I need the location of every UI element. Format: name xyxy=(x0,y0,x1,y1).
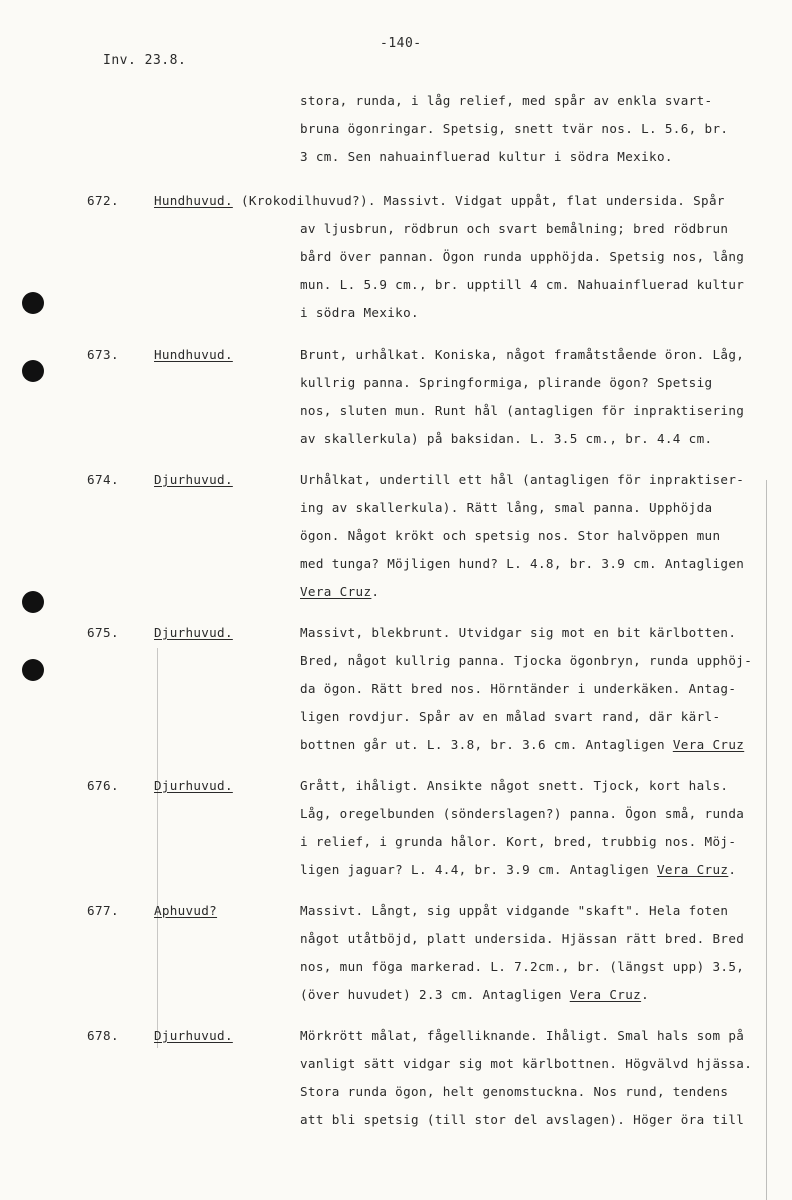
entry-line: bottnen går ut. L. 3.8, br. 3.6 cm. Antagligen xyxy=(300,737,665,752)
punch-hole xyxy=(22,292,44,314)
entry-line: att bli spetsig (till stor del avslagen). Höger öra till xyxy=(300,1112,745,1127)
entry-number: 676. xyxy=(87,778,119,793)
margin-rule xyxy=(766,480,767,1200)
entry-heading: Aphuvud? xyxy=(154,903,218,918)
intro-line: 3 cm. Sen nahuainfluerad kultur i södra Mexiko. xyxy=(300,149,673,164)
entry-line-tail xyxy=(300,737,744,753)
entry-line: i relief, i grunda hålor. Kort, bred, trubbig nos. Möj- xyxy=(300,834,737,849)
entry-line: Urhålkat, undertill ett hål (antagligen för inpraktiser- xyxy=(300,472,745,487)
punctuation: . xyxy=(641,987,650,1002)
entry-line: Brunt, urhålkat. Koniska, något framåtstående öron. Låg, xyxy=(300,347,745,362)
entry-line: med tunga? Möjligen hund? L. 4.8, br. 3.9 cm. Antagligen xyxy=(300,556,745,571)
intro-line: bruna ögonringar. Spetsig, snett tvär nos. L. 5.6, br. xyxy=(300,121,729,136)
entry-heading: Djurhuvud. xyxy=(154,1028,233,1043)
punch-hole xyxy=(22,659,44,681)
entry-line: av ljusbrun, rödbrun och svart bemålning; bred rödbrun xyxy=(300,221,729,236)
entry-line: Bred, något kullrig panna. Tjocka ögonbryn, runda upphöj- xyxy=(300,653,753,668)
entry-line: av skallerkula) på baksidan. L. 3.5 cm., br. 4.4 cm. xyxy=(300,431,713,446)
entry-line: ligen jaguar? L. 4.4, br. 3.9 cm. Antagligen xyxy=(300,862,650,877)
entry-number: 678. xyxy=(87,1028,119,1043)
place-name: Vera Cruz xyxy=(672,737,745,752)
entry-line: vanligt sätt vidgar sig mot kärlbottnen. Högvälvd hjässa. xyxy=(300,1056,753,1071)
entry-line: ligen rovdjur. Spår av en målad svart rand, där kärl- xyxy=(300,709,721,724)
entry-line: ing av skallerkula). Rätt lång, smal panna. Upphöjda xyxy=(300,500,713,515)
entry-line: mun. L. 5.9 cm., br. upptill 4 cm. Nahuainfluerad kultur xyxy=(300,277,745,292)
place-name: Vera Cruz xyxy=(300,584,372,599)
entry-heading: Hundhuvud. xyxy=(154,193,233,208)
entry-line: (Krokodilhuvud?). Massivt. Vidgat uppåt, flat undersida. Spår xyxy=(241,193,725,208)
entry-line: Mörkrött målat, fågelliknande. Ihåligt. Smal hals som på xyxy=(300,1028,745,1043)
entry-heading: Djurhuvud. xyxy=(154,625,233,640)
page-number: -140- xyxy=(380,36,422,51)
inventory-reference: Inv. 23.8. xyxy=(103,53,187,68)
entry-line-tail xyxy=(300,862,736,878)
entry-number: 672. xyxy=(87,193,119,208)
place-name: Vera Cruz xyxy=(656,862,729,877)
entry-line: Låg, oregelbunden (sönderslagen?) panna. Ögon små, runda xyxy=(300,806,745,821)
entry-line: i södra Mexiko. xyxy=(300,305,419,320)
entry-line: (över huvudet) 2.3 cm. Antagligen xyxy=(300,987,562,1002)
punch-hole xyxy=(22,360,44,382)
entry-line: da ögon. Rätt bred nos. Hörntänder i underkäken. Antag- xyxy=(300,681,737,696)
entry-number: 677. xyxy=(87,903,119,918)
intro-line: stora, runda, i låg relief, med spår av enkla svart- xyxy=(300,93,713,108)
entry-heading: Djurhuvud. xyxy=(154,778,233,793)
entry-line: Massivt, blekbrunt. Utvidgar sig mot en bit kärlbotten. xyxy=(300,625,737,640)
entry-line: nos, sluten mun. Runt hål (antagligen för inpraktisering xyxy=(300,403,745,418)
entry-number: 675. xyxy=(87,625,119,640)
entry-line: något utåtböjd, platt undersida. Hjässan rätt bred. Bred xyxy=(300,931,745,946)
punch-hole xyxy=(22,591,44,613)
place-name: Vera Cruz xyxy=(569,987,642,1002)
entry-heading: Hundhuvud. xyxy=(154,347,233,362)
entry-line: Grått, ihåligt. Ansikte något snett. Tjock, kort hals. xyxy=(300,778,729,793)
entry-line: bård över pannan. Ögon runda upphöjda. Spetsig nos, lång xyxy=(300,249,745,264)
entry-heading: Djurhuvud. xyxy=(154,472,233,487)
entry-number: 673. xyxy=(87,347,119,362)
entry-line: nos, mun föga markerad. L. 7.2cm., br. (längst upp) 3.5, xyxy=(300,959,745,974)
entry-line: ögon. Något krökt och spetsig nos. Stor halvöppen mun xyxy=(300,528,721,543)
margin-rule xyxy=(157,648,158,1048)
entry-line-tail xyxy=(300,584,379,600)
punctuation: . xyxy=(371,584,380,599)
entry-line: Massivt. Långt, sig uppåt vidgande "skaft". Hela foten xyxy=(300,903,729,918)
entry-line: kullrig panna. Springformiga, plirande ögon? Spetsig xyxy=(300,375,713,390)
punctuation: . xyxy=(728,862,737,877)
entry-line-tail xyxy=(300,987,649,1003)
entry-number: 674. xyxy=(87,472,119,487)
entry-line: Stora runda ögon, helt genomstuckna. Nos rund, tendens xyxy=(300,1084,729,1099)
